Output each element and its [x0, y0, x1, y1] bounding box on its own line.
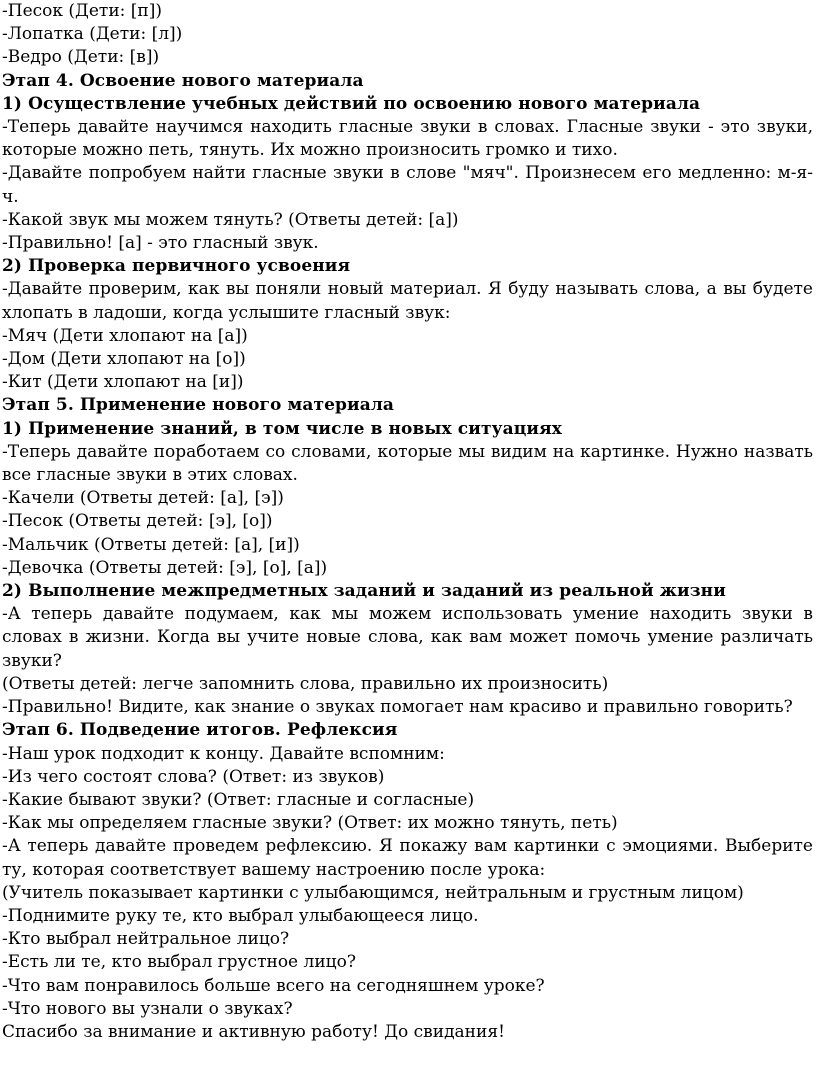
stage-5-paragraph: -Теперь давайте поработаем со словами, которые мы видим на картинке. Нужно назвать все гласные звуки в этих словах. [2, 441, 813, 486]
stage-5-section-1-title: 1) Применение знаний, в том числе в новых ситуациях [2, 418, 562, 439]
list-item: -Кит (Дети хлопают на [и]) [2, 372, 244, 393]
list-item: -Мяч (Дети хлопают на [а]) [2, 325, 248, 346]
stage-4-title: Этап 4. Освоение нового материала [2, 70, 364, 91]
stage-5-paragraph: -А теперь давайте подумаем, как мы можем использовать умение находить звуки в словах в жизни. Когда вы учите новые слова, как вам может помочь умение различать звуки? [2, 604, 813, 671]
list-item: -Что вам понравилось больше всего на сегодняшнем уроке? [2, 975, 545, 996]
list-item: -Песок (Ответы детей: [э], [о]) [2, 511, 273, 532]
list-item: -Из чего состоят слова? (Ответ: из звуков) [2, 766, 385, 787]
list-item: -Мальчик (Ответы детей: [а], [и]) [2, 534, 300, 555]
list-item: -Поднимите руку те, кто выбрал улыбающееся лицо. [2, 905, 479, 926]
stage-4-line: -Правильно! [а] - это гласный звук. [2, 233, 319, 254]
intro-line: -Ведро (Дети: [в]) [2, 47, 160, 68]
stage-5-section-2-title: 2) Выполнение межпредметных заданий и заданий из реальной жизни [2, 581, 726, 602]
stage-6-title: Этап 6. Подведение итогов. Рефлексия [2, 720, 398, 741]
list-item: -Есть ли те, кто выбрал грустное лицо? [2, 952, 356, 973]
list-item: -Девочка (Ответы детей: [э], [о], [а]) [2, 557, 328, 578]
list-item: (Учитель показывает картинки с улыбающимся, нейтральным и грустным лицом) [2, 882, 744, 903]
intro-line: -Песок (Дети: [п]) [2, 1, 163, 21]
stage-4-paragraph: -Давайте проверим, как вы поняли новый материал. Я буду называть слова, а вы будете хлопать в ладоши, когда услышите гласный звук: [2, 279, 813, 323]
intro-line: -Лопатка (Дети: [л]) [2, 24, 183, 45]
closing-line: Спасибо за внимание и активную работу! До свидания! [2, 1021, 505, 1042]
list-item: -Какие бывают звуки? (Ответ: гласные и согласные) [2, 789, 475, 810]
list-item: -Кто выбрал нейтральное лицо? [2, 929, 290, 950]
stage-4-paragraph: -Теперь давайте научимся находить гласные звуки в словах. Гласные звуки - это звуки, которые можно петь, тянуть. Их можно произносить громко и тихо. [2, 117, 813, 161]
stage-6-paragraph: -А теперь давайте проведем рефлексию. Я покажу вам картинки с эмоциями. Выберите ту, которая соответствует вашему настроению после урока: [2, 836, 813, 880]
stage-5-title: Этап 5. Применение нового материала [2, 395, 395, 416]
list-item: -Что нового вы узнали о звуках? [2, 998, 293, 1019]
stage-4-line: -Какой звук мы можем тянуть? (Ответы детей: [а]) [2, 209, 459, 230]
stage-5-line: (Ответы детей: легче запомнить слова, правильно их произносить) [2, 673, 609, 694]
stage-5-paragraph: -Правильно! Видите, как знание о звуках помогает нам красиво и правильно говорить? [2, 697, 793, 718]
stage-4-paragraph: -Давайте попробуем найти гласные звуки в слове "мяч". Произнесем его медленно: м-я-ч. [2, 163, 813, 207]
stage-4-section-1-title: 1) Осуществление учебных действий по освоению нового материала [2, 93, 701, 114]
list-item: -Качели (Ответы детей: [а], [э]) [2, 488, 284, 509]
list-item: -Наш урок подходит к концу. Давайте вспомним: [2, 743, 445, 764]
stage-4-section-2-title: 2) Проверка первичного усвоения [2, 256, 351, 277]
list-item: -Дом (Дети хлопают на [о]) [2, 349, 246, 370]
list-item: -Как мы определяем гласные звуки? (Ответ: их можно тянуть, петь) [2, 813, 618, 834]
